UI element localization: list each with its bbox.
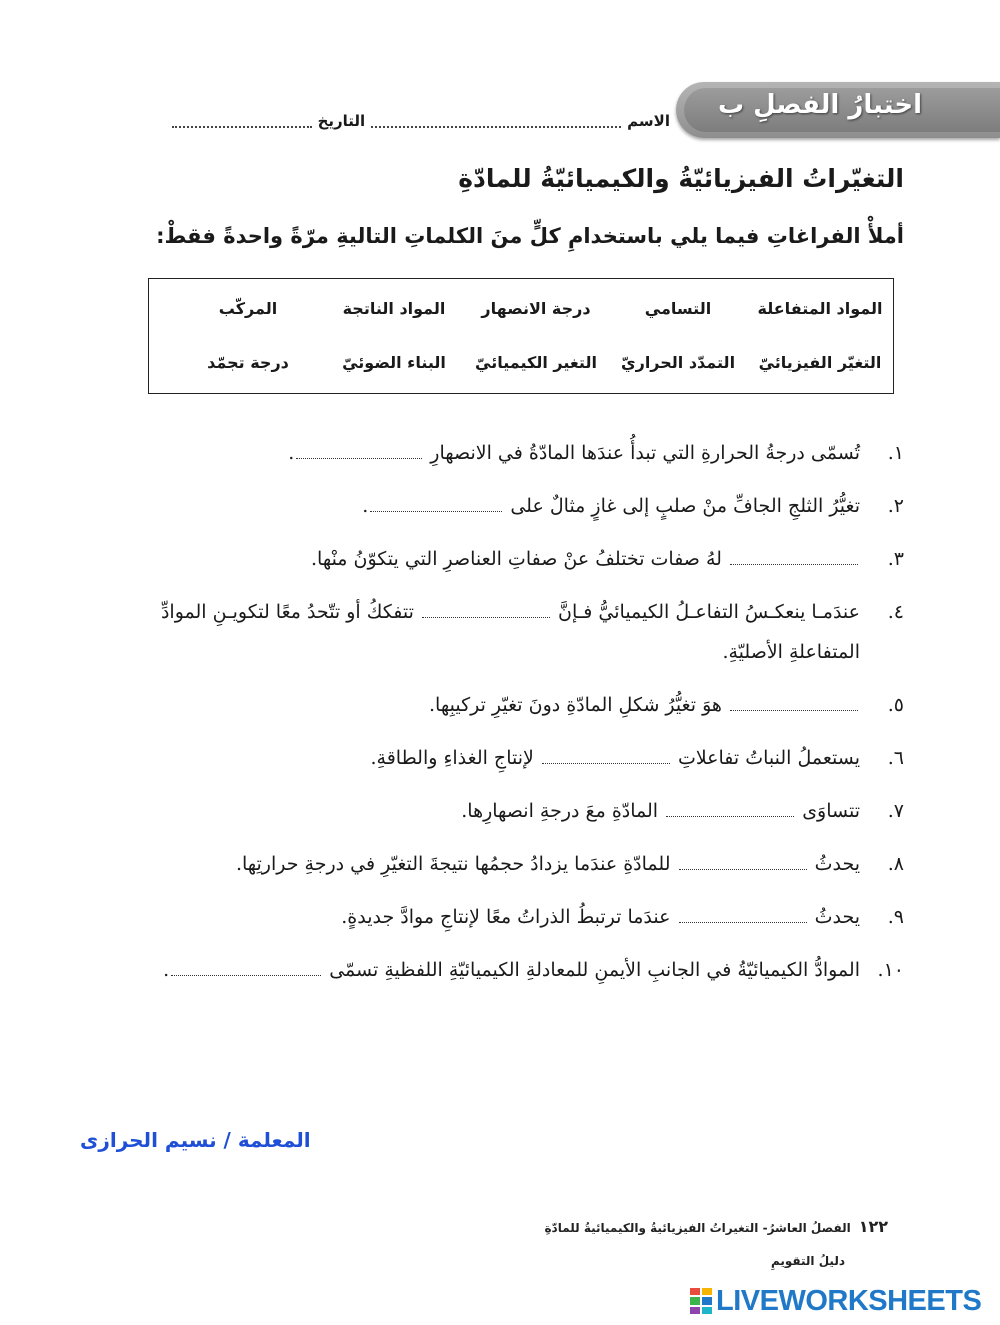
answer-blank-4[interactable] xyxy=(422,603,550,618)
question-text: تُسمّى درجةُ الحرارةِ التي تبدأُ عندَها المادّةُ في الانصهارِ xyxy=(430,442,860,464)
word-bank-item: التمدّد الحراريّ xyxy=(620,353,736,372)
word-bank-item: درجة تجمّد xyxy=(207,353,289,372)
word-bank-item: التسامي xyxy=(644,299,712,318)
answer-blank-7[interactable] xyxy=(666,802,794,817)
question-7 xyxy=(110,791,904,831)
question-text: . xyxy=(288,442,295,464)
question-text: يحدثُ xyxy=(814,853,860,875)
word-bank-item: البناء الضوئيّ xyxy=(342,353,446,372)
question-number: ٦. xyxy=(887,747,904,769)
page-number: ١٢٢ xyxy=(858,1217,888,1236)
teacher-name: المعلمة / نسيم الحرازى xyxy=(80,1128,311,1152)
instructions: أملأْ الفراغاتِ فيما يلي باستخدامِ كلٍّ منَ الكلماتِ التاليةِ مرّةً واحدةً فقطْ: xyxy=(156,224,904,248)
word-bank-item: التغير الكيميائيّ xyxy=(475,353,597,372)
answer-blank-10[interactable] xyxy=(171,961,321,976)
question-number: ٤. xyxy=(887,601,904,623)
word-bank-item: التغيّر الفيزيائيّ xyxy=(758,353,882,372)
question-text: لإنتاجِ الغذاءِ والطاقةِ. xyxy=(370,747,534,769)
word-bank-item: المواد الناتجة xyxy=(342,299,446,318)
question-9 xyxy=(110,897,904,937)
question-text-continued: المتفاعلةِ الأصليّةِ. xyxy=(722,641,860,663)
question-6 xyxy=(110,738,904,778)
question-1 xyxy=(110,433,904,473)
answer-blank-1[interactable] xyxy=(296,444,422,459)
question-10 xyxy=(110,950,904,990)
word-bank xyxy=(148,278,894,394)
question-number: ١٠. xyxy=(877,959,904,981)
page-title: التغيّراتُ الفيزيائيّةُ والكيميائيّةُ للمادّةِ xyxy=(458,164,904,193)
question-number: ١. xyxy=(887,442,904,464)
liveworksheets-watermark xyxy=(690,1284,990,1318)
word-bank-item: المواد المتفاعلة xyxy=(757,299,883,318)
question-text: عندَمـا ينعكـسُ التفاعـلُ الكيميائيُّ فـإنَّ xyxy=(557,601,860,623)
question-2 xyxy=(110,486,904,526)
footer-subtitle: دليلُ التقويمِ xyxy=(770,1254,845,1268)
question-number: ٢. xyxy=(887,495,904,517)
date-field[interactable] xyxy=(172,112,312,128)
question-5 xyxy=(110,685,904,725)
question-text: للمادّةِ عندَما يزدادُ حجمُها نتيجةَ التغيّرِ في درجةِ حرارتِها. xyxy=(235,853,671,875)
question-text: يستعملُ النباتُ تفاعلاتِ xyxy=(677,747,860,769)
question-number: ٩. xyxy=(887,906,904,928)
answer-blank-3[interactable] xyxy=(730,550,858,565)
watermark-text: LIVEWORKSHEETS xyxy=(716,1284,982,1317)
word-bank-item: المركّب xyxy=(218,299,278,318)
question-text: تغيُّرُ الثلجِ الجافِّ منْ صلبٍ إلى غازٍ مثالٌ على xyxy=(510,495,860,517)
answer-blank-6[interactable] xyxy=(542,749,670,764)
word-bank-item: درجة الانصهار xyxy=(481,299,591,318)
tab-title: اختبارُ الفصلِ ب xyxy=(717,90,922,120)
answer-blank-5[interactable] xyxy=(730,696,858,711)
answer-blank-2[interactable] xyxy=(370,497,502,512)
question-text: يحدثُ xyxy=(814,906,860,928)
question-3 xyxy=(110,539,904,579)
answer-blank-9[interactable] xyxy=(679,908,807,923)
question-4 xyxy=(110,592,904,672)
question-text: تتفككُ أو تتّحدُ معًا لتكويـنِ الموادِّ xyxy=(160,601,414,623)
question-text: المادّةِ معَ درجةِ انصهارِها. xyxy=(461,800,659,822)
name-date-line xyxy=(150,108,670,130)
liveworksheets-logo-icon xyxy=(690,1288,712,1314)
question-number: ٧. xyxy=(887,800,904,822)
answer-blank-8[interactable] xyxy=(679,855,807,870)
question-text: . xyxy=(163,959,170,981)
name-label: الاسم xyxy=(627,112,670,130)
question-text: . xyxy=(362,495,369,517)
question-text: لهُ صفات تختلفُ عنْ صفاتِ العناصرِ التي يتكوّنُ منْها. xyxy=(310,548,722,570)
footer-chapter: الفصلُ العاشرُ- التغيراتُ الفيزيائيةُ والكيميائيةُ للمادّةِ xyxy=(544,1221,851,1235)
page-footer xyxy=(544,1217,888,1236)
date-label: التاريخ xyxy=(317,112,366,130)
question-text: عندَما ترتبطُ الذراتُ معًا لإنتاجِ موادَّ جديدةٍ. xyxy=(341,906,671,928)
question-number: ٣. xyxy=(887,548,904,570)
chapter-test-tab xyxy=(676,82,1000,138)
question-text: تتساوَى xyxy=(802,800,860,822)
question-text: الموادُّ الكيميائيّةُ في الجانبِ الأيمنِ للمعادلةِ الكيميائيّةِ اللفظيةِ تسمّى xyxy=(329,959,860,981)
question-number: ٥. xyxy=(887,694,904,716)
question-number: ٨. xyxy=(887,853,904,875)
name-field[interactable] xyxy=(371,112,621,128)
question-text: هوَ تغيُّرُ شكلِ المادّةِ دونَ تغيّرِ تركيبِها. xyxy=(429,694,722,716)
question-8 xyxy=(110,844,904,884)
